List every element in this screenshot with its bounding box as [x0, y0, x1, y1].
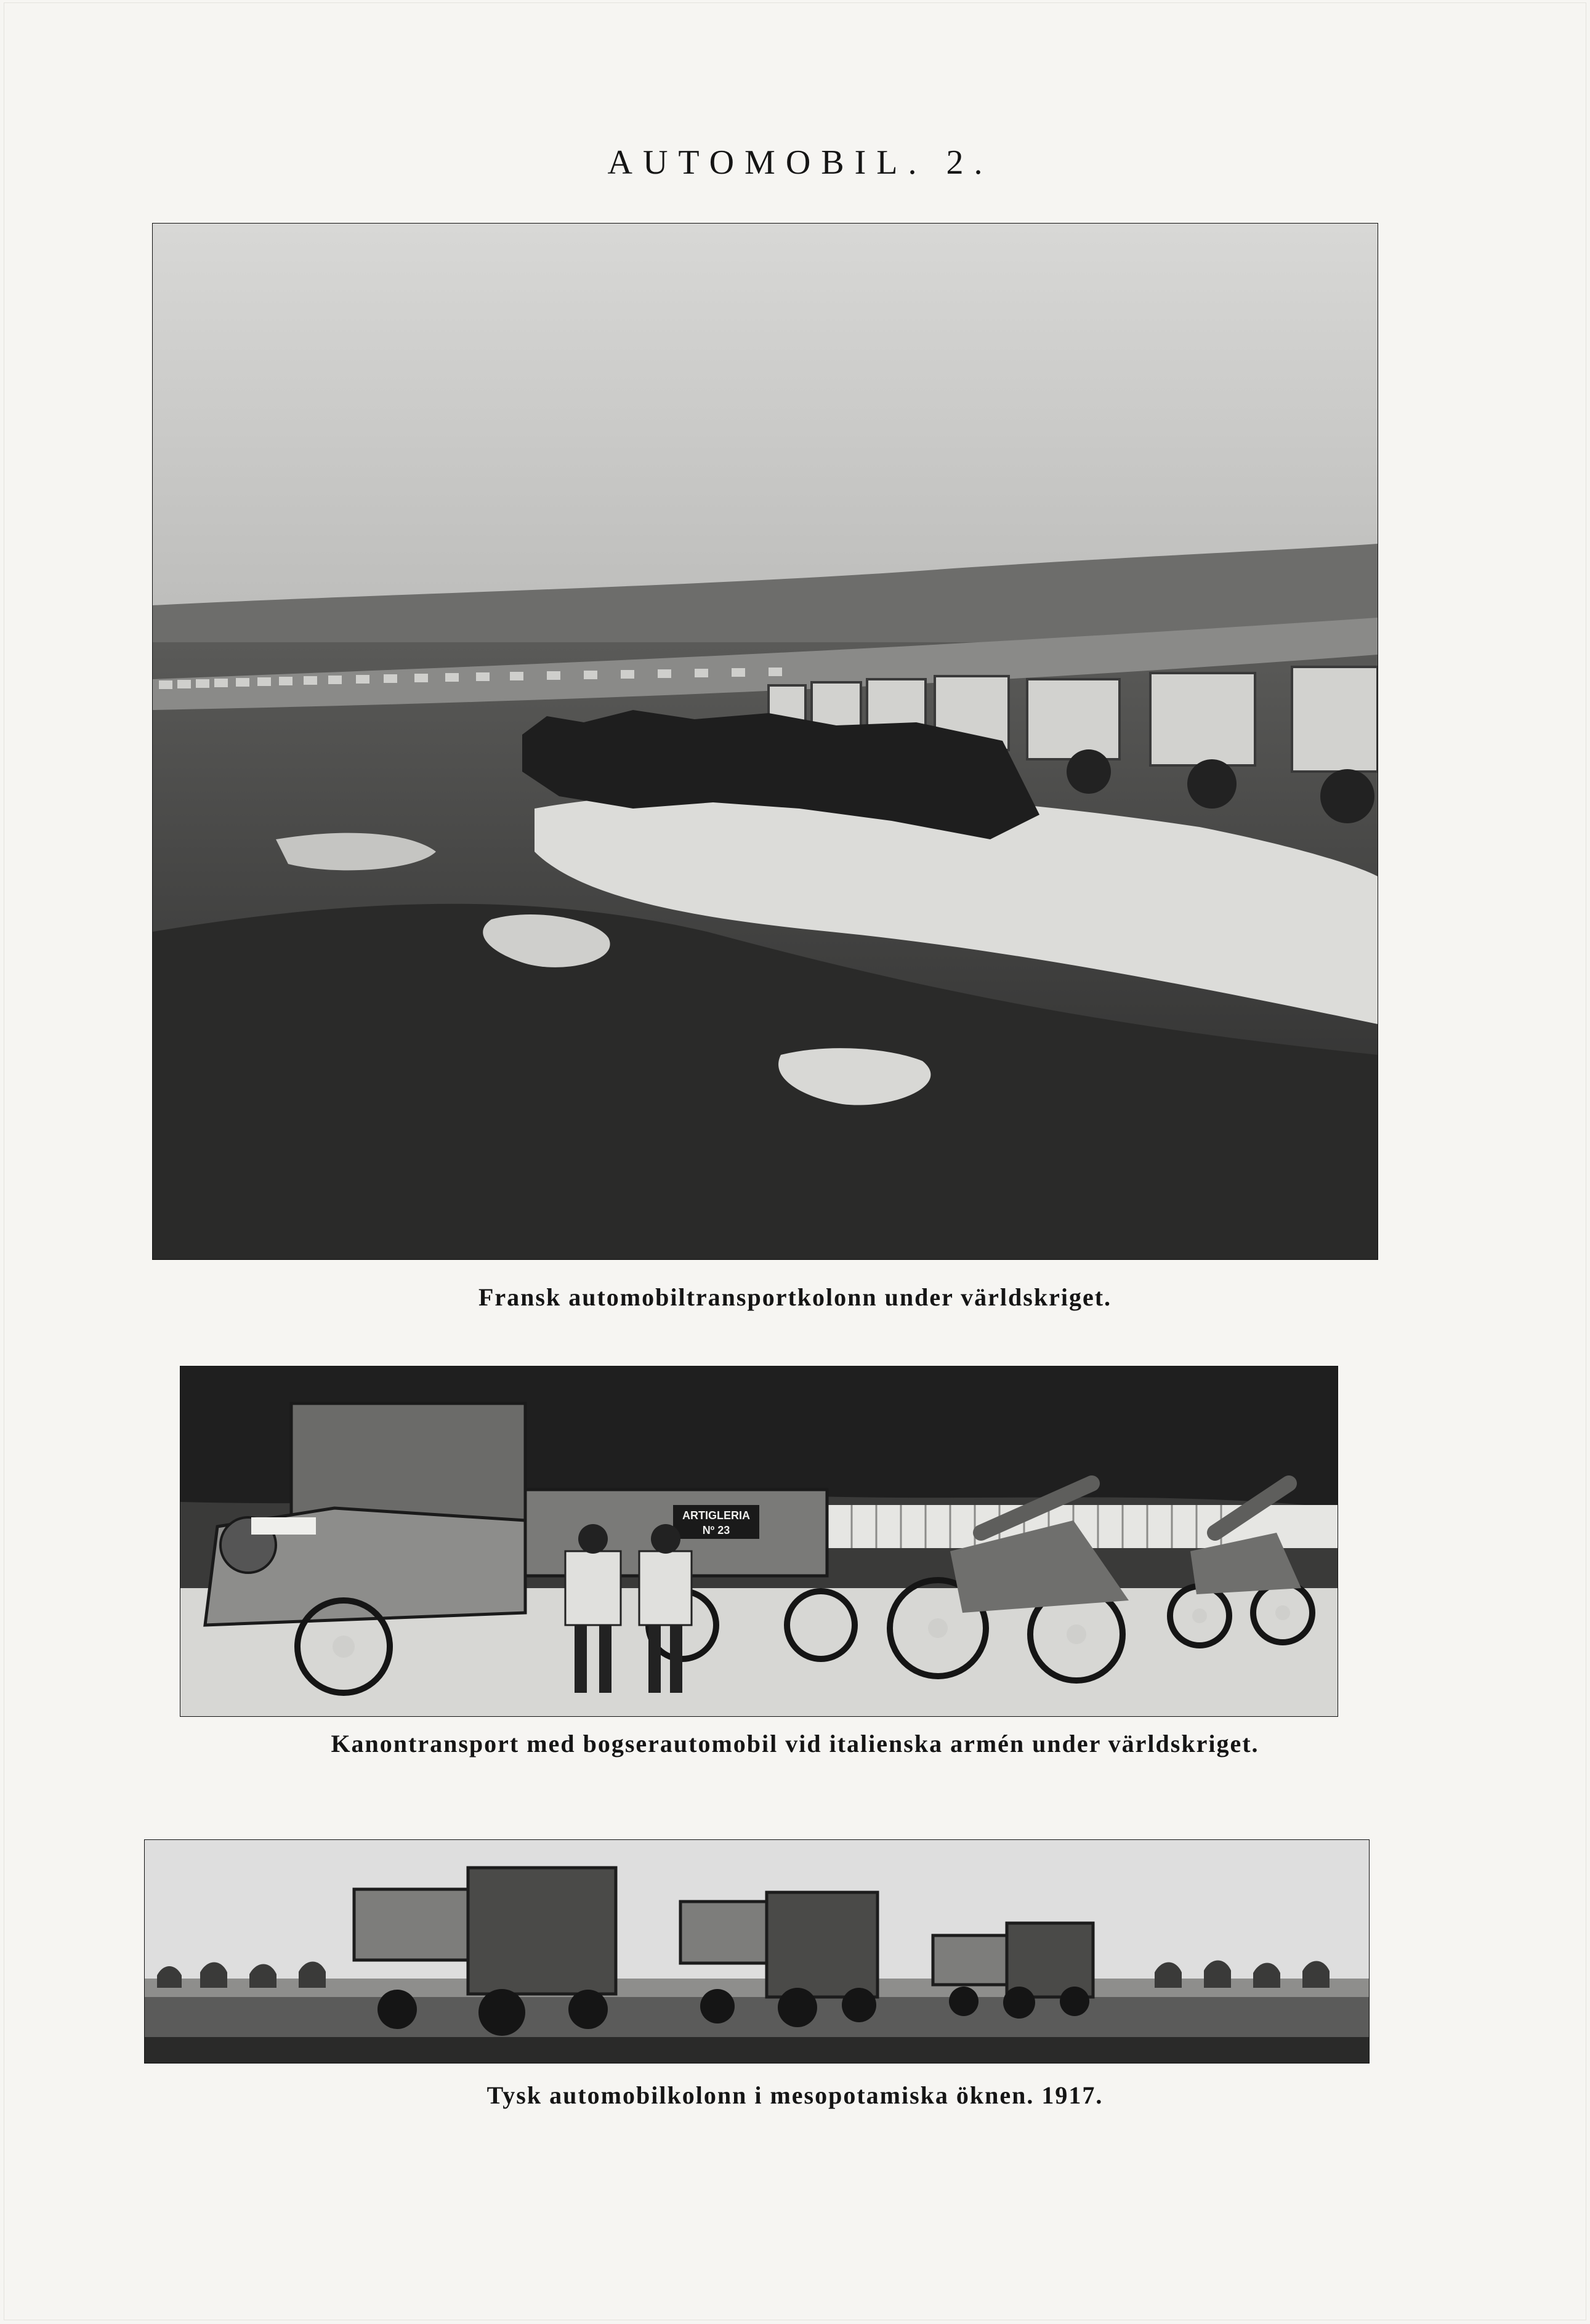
photo-caption-2: Kanontransport med bogserautomobil vid italienska armén under världskriget. [331, 1730, 1259, 1757]
truck-marking-number: Nº 23 [702, 1524, 730, 1536]
french-truck-column-photo [152, 223, 1378, 1260]
page-heading: AUTOMOBIL. 2. [607, 143, 993, 182]
truck-marking-artiglieria: ARTIGLERIA [682, 1509, 750, 1522]
photo-caption-1: Fransk automobiltransportkolonn under världskriget. [478, 1283, 1112, 1311]
photo-caption-3: Tysk automobilkolonn i mesopotamiska öknen. 1917. [486, 2081, 1104, 2109]
gun-tow-truck-photo [180, 1366, 1338, 1717]
desert-truck-column-photo [144, 1839, 1370, 2064]
